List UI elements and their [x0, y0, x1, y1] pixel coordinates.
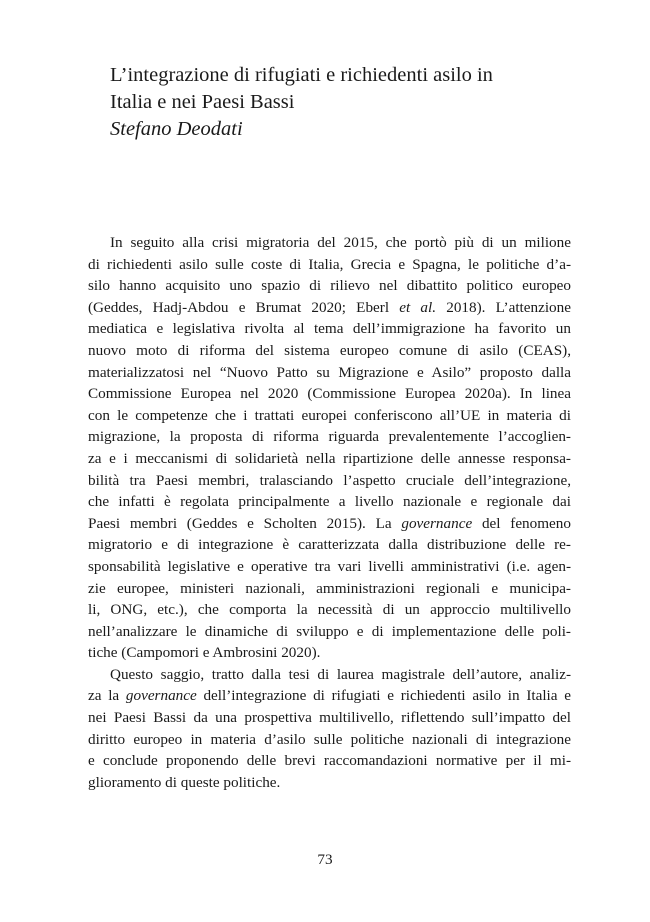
- paragraph-1: [88, 232, 571, 664]
- text-line: bilità tra Paesi membri, tralasciando l’aspetto cruciale dell’integrazione,: [88, 471, 571, 489]
- text-line: e conclude proponendo delle brevi raccomandazioni normative per il mi-: [88, 752, 571, 770]
- italic-term: governance: [125, 687, 197, 705]
- text-line: Commissione Europea nel 2020 (Commissione Europea 2020a). In linea: [88, 385, 571, 403]
- text-line: glioramento di queste politiche.: [88, 773, 281, 791]
- text-line: migratorio e di integrazione è caratterizzata dalla distribuzione delle re-: [88, 536, 571, 554]
- text-line: nell’analizzare le dinamiche di sviluppo e di implementazione delle poli-: [88, 622, 571, 640]
- text-line: di richiedenti asilo sulle coste di Italia, Grecia e Spagna, le politiche d’a-: [88, 255, 571, 273]
- page-number: 73: [317, 851, 333, 868]
- chapter-title-line-2: Italia e nei Paesi Bassi: [110, 91, 295, 113]
- text-line: silo hanno acquisito uno spazio di rilievo nel dibattito politico europeo: [88, 277, 571, 295]
- text-line: [88, 685, 571, 707]
- text-segment: del fenomeno: [472, 514, 571, 532]
- text-segment: dell’integrazione di rifugiati e richiedenti asilo in Italia e: [196, 687, 571, 705]
- chapter-heading: [110, 62, 580, 143]
- text-line: [88, 513, 571, 535]
- text-line: mediatica e legislativa rivolta al tema dell’immigrazione ha favorito un: [88, 320, 571, 338]
- text-line: nuovo moto di riforma del sistema europeo comune di asilo (CEAS),: [88, 341, 571, 359]
- chapter-author: Stefano Deodati: [110, 118, 243, 140]
- text-line: materializzatosi nel “Nuovo Patto su Migrazione e Asilo” proposto dalla: [88, 363, 571, 381]
- text-segment: (Geddes, Hadj-Abdou e Brumat 2020; Eberl: [88, 298, 400, 316]
- text-line: li, ONG, etc.), che comporta la necessità di un approccio multilivello: [88, 601, 571, 619]
- text-segment: Paesi membri (Geddes e Scholten 2015). La: [88, 514, 402, 532]
- text-line: Questo saggio, tratto dalla tesi di laurea magistrale dell’autore, analiz-: [110, 665, 571, 683]
- text-line: che infatti è regolata principalmente a livello nazionale e regionale dai: [88, 493, 571, 511]
- text-segment: 2018). L’attenzione: [436, 298, 571, 316]
- italic-term: et al.: [399, 298, 437, 316]
- text-line: [88, 297, 571, 319]
- text-line: con le competenze che i trattati europei conferiscono all’UE in materia di: [88, 406, 571, 424]
- text-line: migrazione, la proposta di riforma riguarda prevalentemente l’accoglien-: [88, 428, 571, 446]
- body-text: [88, 232, 571, 793]
- paragraph-2: [88, 664, 571, 794]
- text-line: tiche (Campomori e Ambrosini 2020).: [88, 644, 321, 662]
- text-line: nei Paesi Bassi da una prospettiva multilivello, riflettendo sull’impatto del: [88, 709, 571, 727]
- text-line: In seguito alla crisi migratoria del 2015, che portò più di un milione: [110, 234, 571, 251]
- chapter-title-line-1: L’integrazione di rifugiati e richiedenti asilo in: [110, 64, 493, 86]
- text-line: diritto europeo in materia d’asilo sulle politiche nazionali di integrazione: [88, 730, 571, 748]
- text-line: sponsabilità legislative e operative tra vari livelli amministrativi (i.e. agen-: [88, 557, 571, 575]
- text-line: za e i meccanismi di solidarietà nella ripartizione delle annesse responsa-: [88, 449, 571, 467]
- italic-term: governance: [401, 514, 473, 532]
- text-segment: za la: [88, 687, 126, 705]
- text-line: zie europee, ministeri nazionali, amministrazioni regionali e municipa-: [88, 579, 571, 597]
